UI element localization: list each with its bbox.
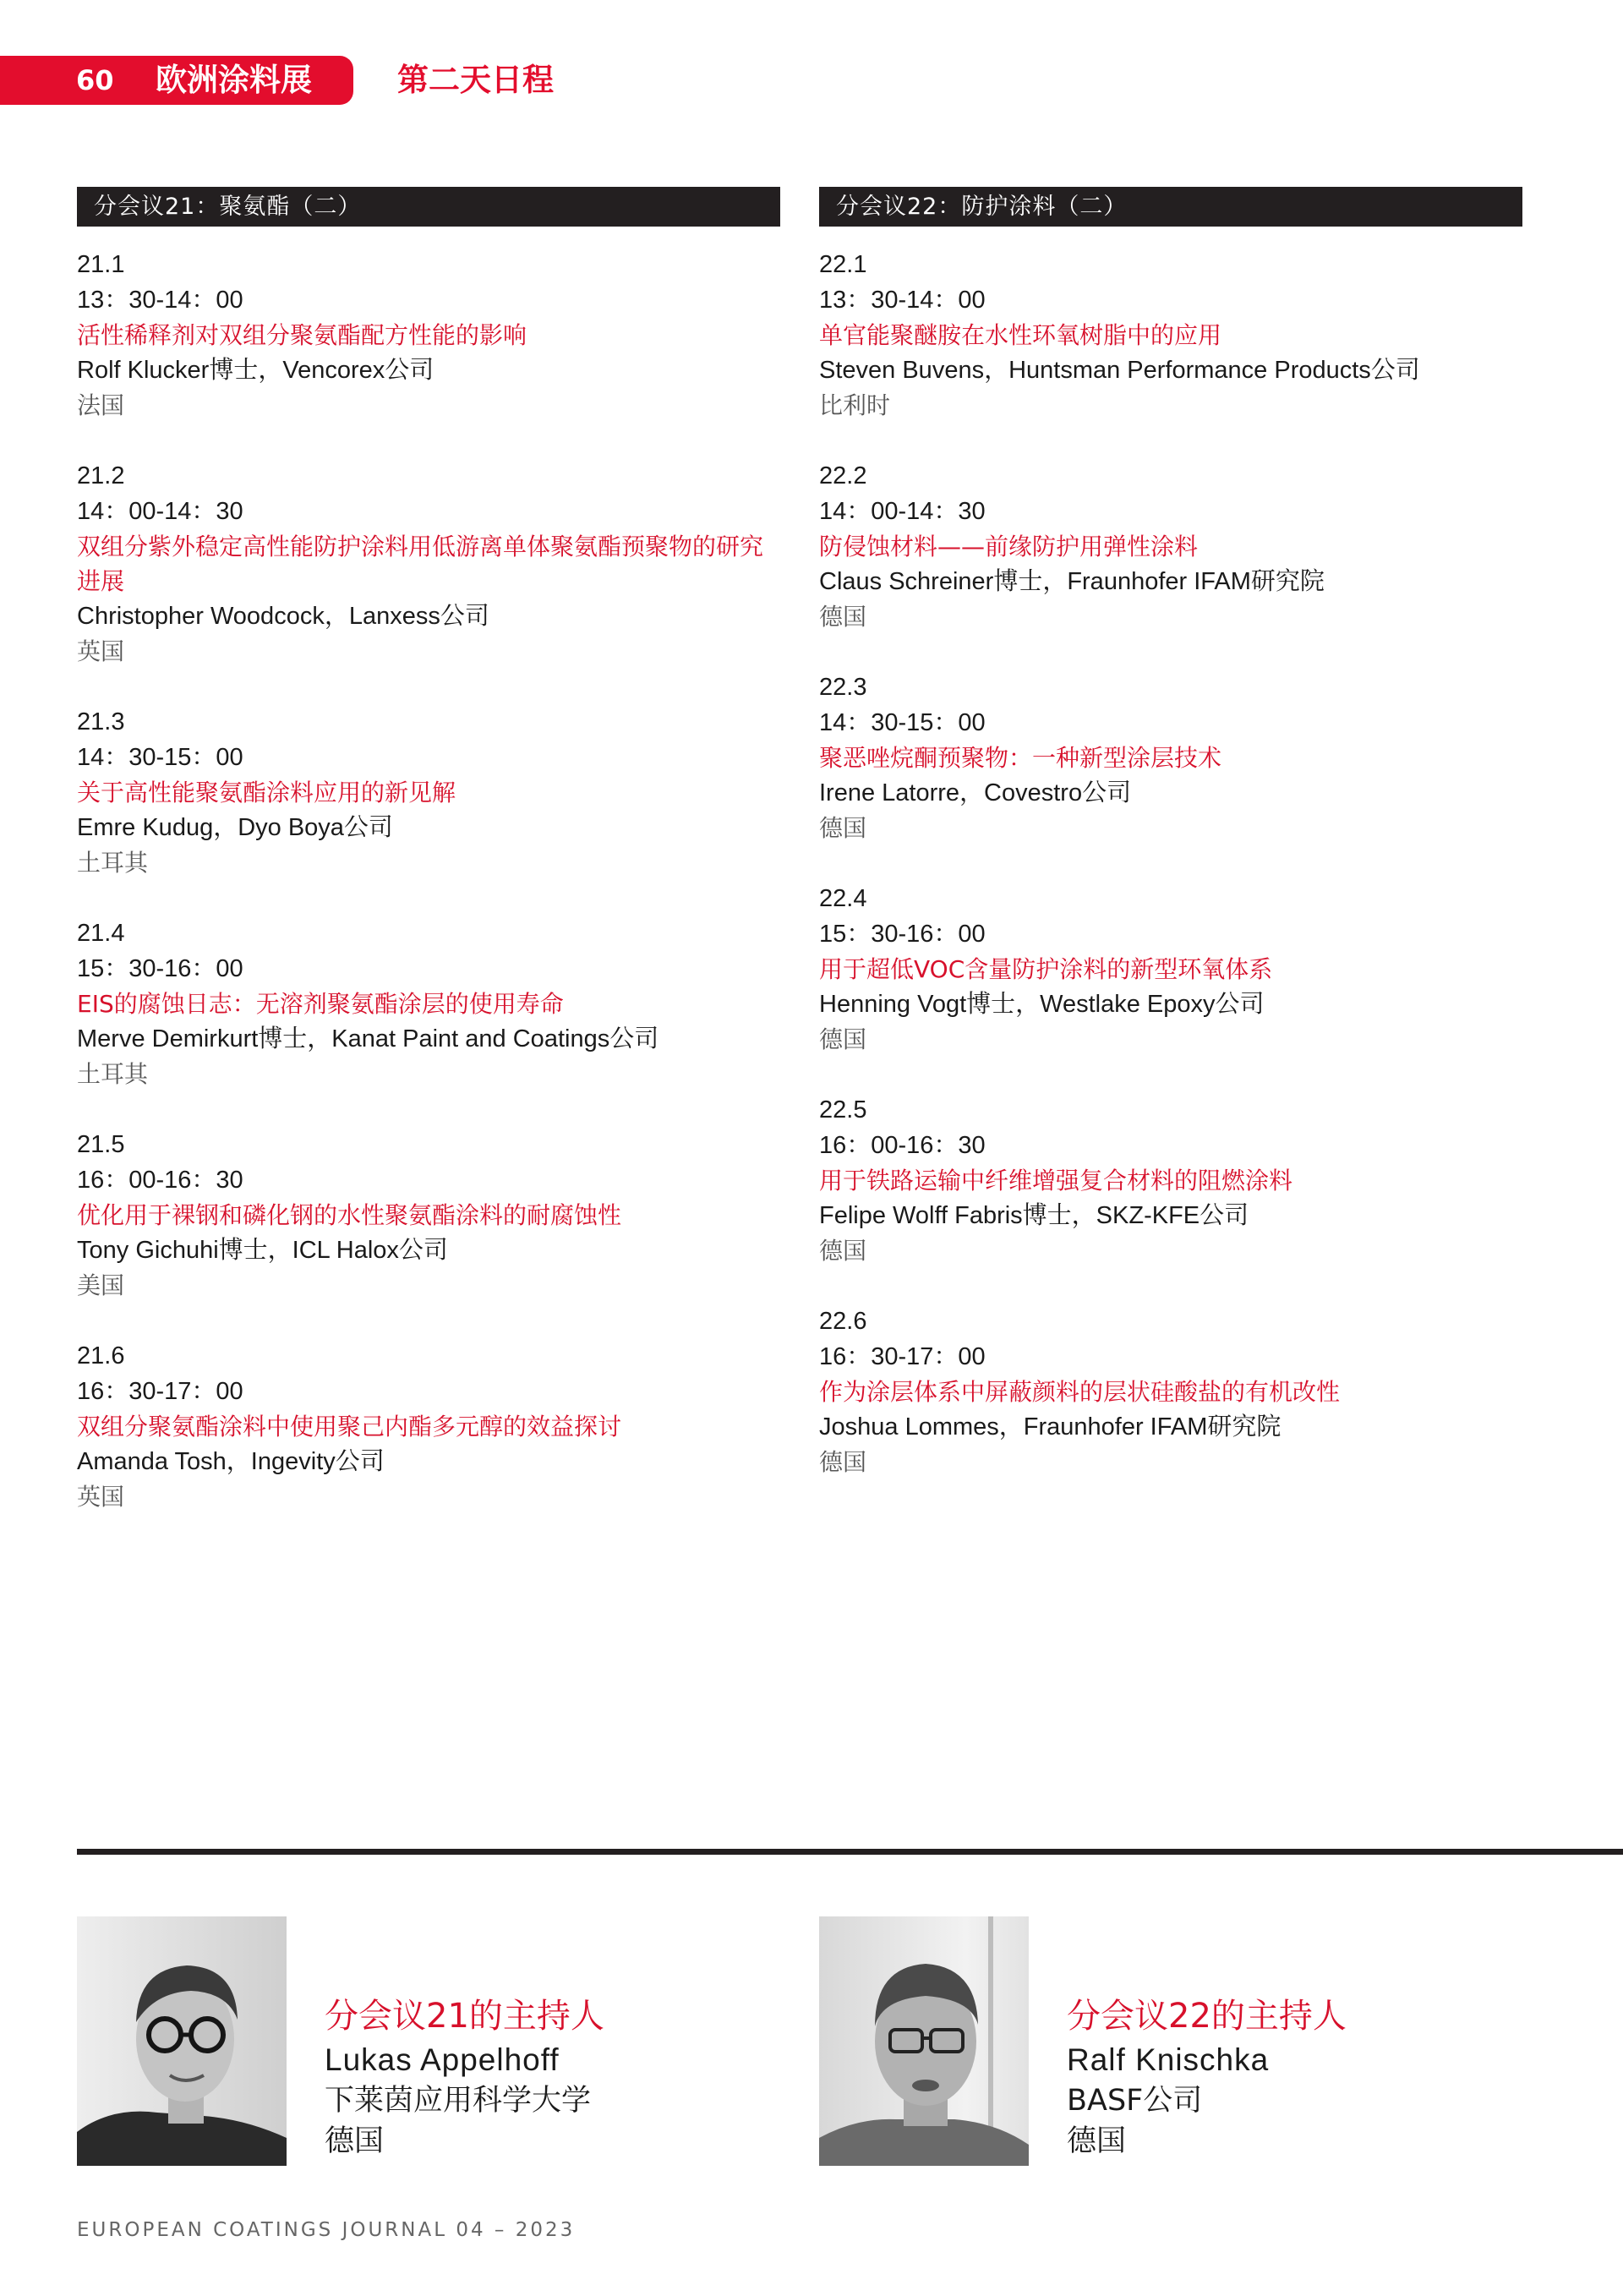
talk-title: 聚恶唑烷酮预聚物：一种新型涂层技术 <box>819 744 1222 772</box>
talk-item <box>819 1304 1522 1480</box>
talk-country: 土耳其 <box>77 849 149 877</box>
talk-item <box>77 1338 780 1515</box>
talk-title: EIS的腐蚀日志：无溶剂聚氨酯涂层的使用寿命 <box>77 990 564 1018</box>
talk-speaker: Amanda Tosh，Ingevity公司 <box>77 1448 385 1475</box>
footer-journal: EUROPEAN COATINGS JOURNAL 04 – 2023 <box>77 2219 576 2241</box>
talk-country: 英国 <box>77 637 125 665</box>
talk-number: 22.4 <box>819 885 867 912</box>
chair-info <box>325 1993 798 2162</box>
talk-item <box>819 247 1522 424</box>
session-22-column <box>819 187 1522 1515</box>
talk-country: 德国 <box>819 1237 867 1265</box>
chair-photo <box>819 1916 1029 2166</box>
talk-speaker: Irene Latorre，Covestro公司 <box>819 779 1132 806</box>
talk-number: 22.6 <box>819 1308 867 1335</box>
talk-time: 14：30-15：00 <box>77 744 243 771</box>
chair-role: 分会议22的主持人 <box>1067 1997 1347 2036</box>
talk-title: 活性稀释剂对双组分聚氨酯配方性能的影响 <box>77 321 527 349</box>
talk-country: 德国 <box>819 603 867 631</box>
talk-item <box>819 881 1522 1058</box>
talk-title: 单官能聚醚胺在水性环氧树脂中的应用 <box>819 321 1222 349</box>
chair-role: 分会议21的主持人 <box>325 1997 604 2036</box>
talk-title: 用于超低VOC含量防护涂料的新型环氧体系 <box>819 955 1273 983</box>
talk-speaker: Rolf Klucker博士，Vencorex公司 <box>77 357 434 384</box>
chair-country: 德国 <box>1067 2124 1127 2158</box>
talk-speaker: Joshua Lommes，Fraunhofer IFAM研究院 <box>819 1413 1281 1440</box>
session-21-column <box>77 187 780 1550</box>
talk-title: 关于高性能聚氨酯涂料应用的新见解 <box>77 779 456 806</box>
chair-name: Lukas Appelhoff <box>325 2042 560 2077</box>
talk-title: 作为涂层体系中屏蔽颜料的层状硅酸盐的有机改性 <box>819 1378 1341 1406</box>
talk-speaker: Emre Kudug，Dyo Boya公司 <box>77 814 393 841</box>
chair-photo <box>77 1916 287 2166</box>
talk-number: 21.5 <box>77 1131 125 1158</box>
talk-country: 德国 <box>819 814 867 842</box>
session-header: 分会议21：聚氨酯（二） <box>77 187 780 227</box>
page-number: 60 <box>76 64 114 96</box>
talk-country: 美国 <box>77 1271 125 1299</box>
talk-time: 16：00-16：30 <box>77 1167 243 1194</box>
talk-number: 21.1 <box>77 251 125 278</box>
talk-speaker: Felipe Wolff Fabris博士，SKZ-KFE公司 <box>819 1202 1249 1229</box>
talk-time: 15：30-16：00 <box>77 955 243 982</box>
talk-speaker: Merve Demirkurt博士，Kanat Paint and Coatings公司 <box>77 1025 659 1052</box>
talk-number: 22.5 <box>819 1096 867 1123</box>
talk-number: 21.6 <box>77 1342 125 1369</box>
talk-item <box>77 1127 780 1304</box>
chair-country: 德国 <box>325 2124 385 2158</box>
talk-item <box>77 458 780 670</box>
talk-number: 22.3 <box>819 674 867 701</box>
talk-item <box>819 670 1522 846</box>
talk-country: 英国 <box>77 1483 125 1511</box>
talk-item <box>819 458 1522 635</box>
talk-number: 22.2 <box>819 462 867 489</box>
talk-country: 德国 <box>819 1025 867 1053</box>
talk-speaker: Steven Buvens，Huntsman Performance Products公司 <box>819 357 1420 384</box>
talk-speaker: Tony Gichuhi博士，ICL Halox公司 <box>77 1237 448 1264</box>
chair-affiliation: 下莱茵应用科学大学 <box>325 2084 592 2118</box>
talk-title: 防侵蚀材料——前缘防护用弹性涂料 <box>819 533 1199 560</box>
talk-item <box>819 1092 1522 1269</box>
talk-country: 比利时 <box>819 391 891 419</box>
talk-country: 法国 <box>77 391 125 419</box>
talk-speaker: Henning Vogt博士，Westlake Epoxy公司 <box>819 991 1265 1018</box>
magazine-title: 欧洲涂料展 <box>156 62 312 98</box>
session-header: 分会议22：防护涂料（二） <box>819 187 1522 227</box>
talk-time: 13：30-14：00 <box>77 287 243 314</box>
talk-item <box>77 704 780 881</box>
talk-time: 16：30-17：00 <box>819 1343 986 1370</box>
talk-time: 13：30-14：00 <box>819 287 986 314</box>
chair-info <box>1067 1993 1540 2162</box>
talk-country: 土耳其 <box>77 1060 149 1088</box>
section-title: 第二天日程 <box>397 62 554 98</box>
talk-time: 15：30-16：00 <box>819 921 986 948</box>
talk-title: 双组分紫外稳定高性能防护涂料用低游离单体聚氨酯预聚物的研究进展 <box>77 533 764 595</box>
talk-item <box>77 916 780 1092</box>
talk-country: 德国 <box>819 1448 867 1476</box>
talk-number: 22.1 <box>819 251 867 278</box>
talk-speaker: Christopher Woodcock，Lanxess公司 <box>77 603 489 630</box>
talk-time: 14：00-14：30 <box>77 498 243 525</box>
talk-number: 21.4 <box>77 920 125 947</box>
talk-item <box>77 247 780 424</box>
talk-time: 16：00-16：30 <box>819 1132 986 1159</box>
talk-title: 优化用于裸钢和磷化钢的水性聚氨酯涂料的耐腐蚀性 <box>77 1201 622 1229</box>
talk-title: 用于铁路运输中纤维增强复合材料的阻燃涂料 <box>819 1167 1293 1194</box>
talk-number: 21.3 <box>77 708 125 735</box>
talk-title: 双组分聚氨酯涂料中使用聚己内酯多元醇的效益探讨 <box>77 1413 622 1440</box>
chair-name: Ralf Knischka <box>1067 2042 1270 2077</box>
talk-time: 14：30-15：00 <box>819 709 986 736</box>
section-divider <box>77 1849 1623 1855</box>
talk-number: 21.2 <box>77 462 125 489</box>
chair-affiliation: BASF公司 <box>1067 2084 1203 2118</box>
talk-time: 14：00-14：30 <box>819 498 986 525</box>
talk-time: 16：30-17：00 <box>77 1378 243 1405</box>
talk-speaker: Claus Schreiner博士，Fraunhofer IFAM研究院 <box>819 568 1325 595</box>
